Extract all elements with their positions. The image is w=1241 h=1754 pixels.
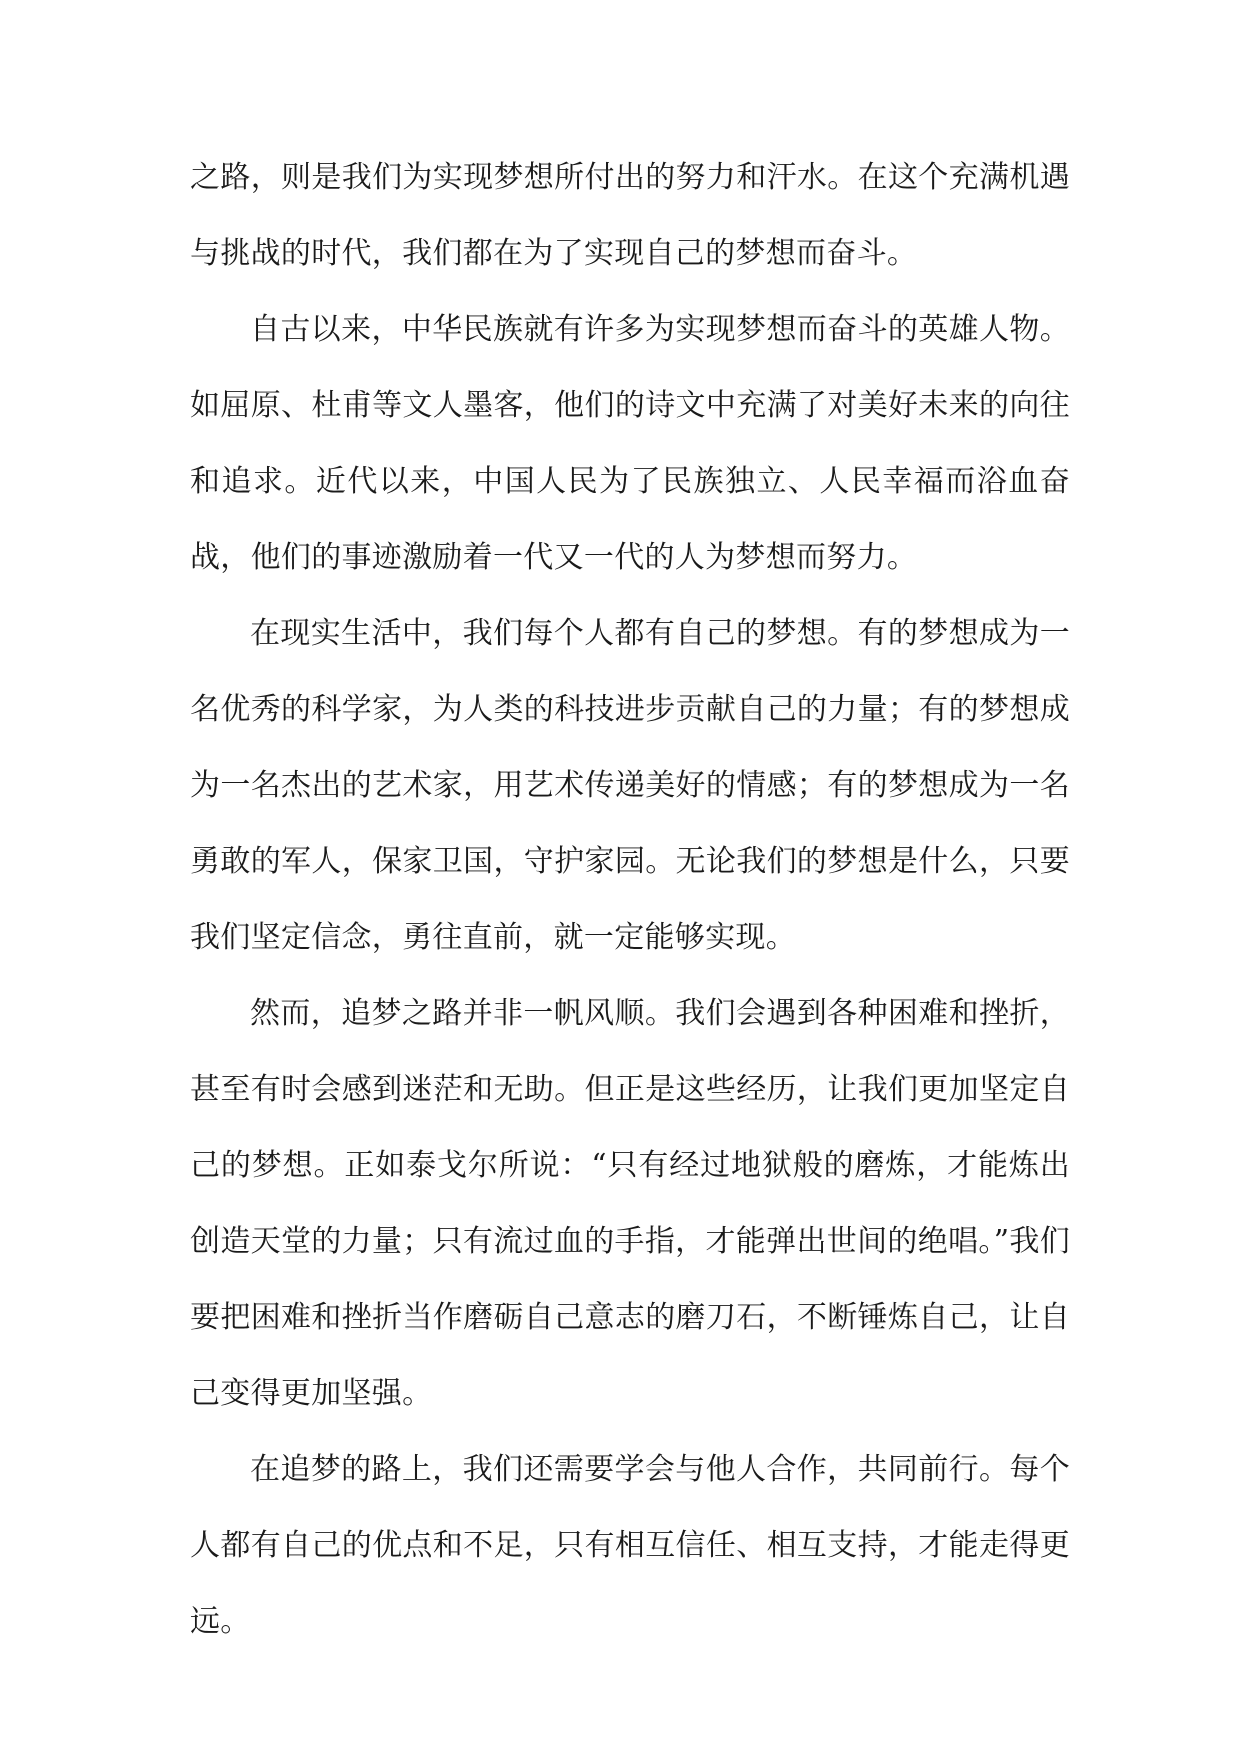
paragraph: 在现实生活中，我们每个人都有自己的梦想。有的梦想成为一名优秀的科学家，为人类的科技进步贡献自己的力量；有的梦想成为一名杰出的艺术家，用艺术传递美好的情感；有的梦想成为一名勇敢的军人，保家卫国，守护家园。无论我们的梦想是什么，只要我们坚定信念，勇往直前，就一定能够实现。 xyxy=(190,616,1070,955)
paragraph: 然而，追梦之路并非一帆风顺。我们会遇到各种困难和挫折，甚至有时会感到迷茫和无助。但正是这些经历，让我们更加坚定自己的梦想。正如泰戈尔所说：“只有经过地狱般的磨炼，才能炼出创造天堂的力量；只有流过血的手指，才能弹出世间的绝唱。”我们要把困难和挫折当作磨砺自己意志的磨刀石，不断锤炼自己，让自己变得更加坚强。 xyxy=(190,996,1070,1411)
paragraph: 自古以来，中华民族就有许多为实现梦想而奋斗的英雄人物。如屈原、杜甫等文人墨客，他们的诗文中充满了对美好未来的向往和追求。近代以来，中国人民为了民族独立、人民幸福而浴血奋战，他们的事迹激励着一代又一代的人为梦想而努力。 xyxy=(190,312,1070,575)
paragraph: 在追梦的路上，我们还需要学会与他人合作，共同前行。每个人都有自己的优点和不足，只有相互信任、相互支持，才能走得更远。 xyxy=(190,1452,1070,1639)
paragraph-continuation: 之路，则是我们为实现梦想所付出的努力和汗水。在这个充满机遇与挑战的时代，我们都在为了实现自己的梦想而奋斗。 xyxy=(190,160,1070,271)
body-text xyxy=(190,140,1070,1660)
